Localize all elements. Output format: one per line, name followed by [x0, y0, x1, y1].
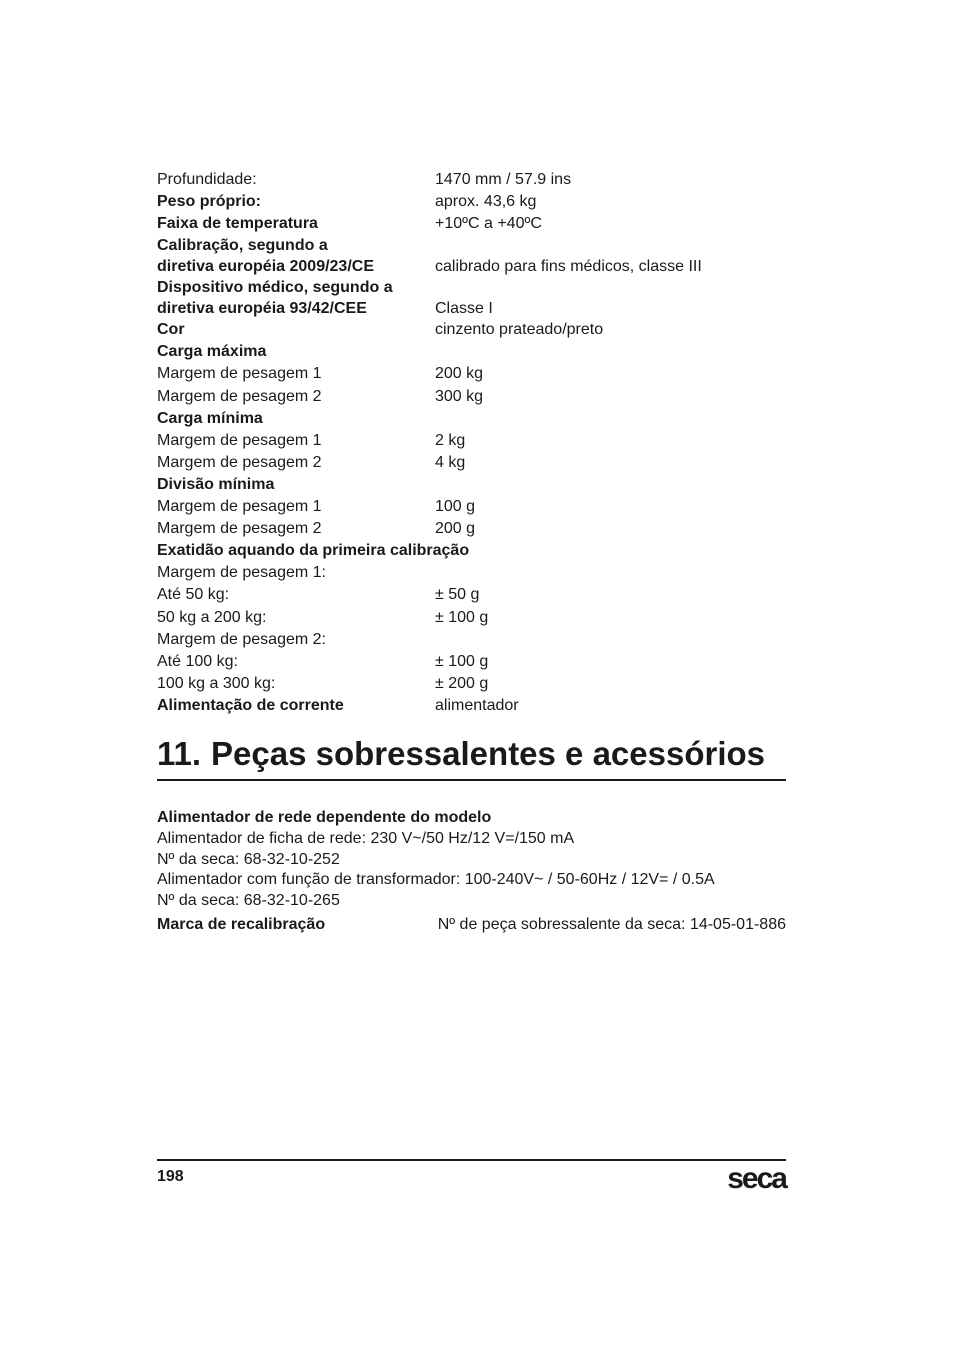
spec-label-line: Dispositivo médico, segundo a	[157, 279, 393, 297]
spec-label: Margem de pesagem 1	[157, 431, 322, 449]
spec-label	[157, 277, 393, 319]
spec-label: Peso próprio:	[157, 193, 262, 211]
spec-row	[157, 584, 797, 606]
spec-label: Margem de pesagem 1	[157, 498, 322, 516]
spec-label: Margem de pesagem 1	[157, 365, 322, 383]
spec-row	[157, 386, 797, 408]
spec-row	[157, 651, 797, 673]
spec-label: Faixa de temperatura	[157, 215, 318, 233]
spec-row	[157, 169, 797, 191]
spec-row	[157, 607, 797, 629]
spec-label: Até 100 kg:	[157, 652, 238, 670]
parts-line: Nº da seca: 68-32-10-265	[157, 892, 340, 910]
spec-row	[157, 673, 797, 695]
spec-label: Margem de pesagem 2	[157, 387, 322, 405]
spec-label: Margem de pesagem 2	[157, 453, 322, 471]
spec-value: ± 50 g	[435, 586, 480, 604]
spec-row	[157, 213, 797, 235]
spec-value: aprox. 43,6 kg	[435, 193, 537, 211]
spec-label	[157, 235, 374, 277]
spec-value: +10ºC a +40ºC	[435, 215, 542, 233]
section-number: 11.	[157, 735, 202, 772]
spec-value: 4 kg	[435, 453, 466, 471]
spec-value: 200 g	[435, 520, 476, 538]
spec-label: Margem de pesagem 2:	[157, 630, 326, 648]
spec-label-line: diretiva européia 93/42/CEE	[157, 300, 367, 318]
spec-row	[157, 277, 797, 319]
section-title-text: Peças sobressalentes e acessórios	[211, 735, 766, 772]
spec-value: Classe I	[435, 300, 493, 318]
spec-row	[157, 341, 797, 363]
spec-label: Margem de pesagem 1:	[157, 564, 326, 582]
spec-label: Margem de pesagem 2	[157, 520, 322, 538]
spec-label: Profundidade:	[157, 171, 257, 188]
spec-value: ± 100 g	[435, 608, 489, 626]
spec-label: Divisão mínima	[157, 475, 275, 493]
parts-heading: Alimentador de rede dependente do modelo	[157, 809, 492, 826]
spec-label-line: Calibração, segundo a	[157, 237, 328, 255]
spec-row	[157, 319, 797, 341]
spec-row	[157, 430, 797, 452]
spec-row	[157, 695, 797, 717]
spec-value: ± 200 g	[435, 674, 489, 692]
spec-label: Exatidão aquando da primeira calibração	[157, 542, 470, 560]
spec-value: 1470 mm / 57.9 ins	[435, 171, 572, 188]
spec-value: alimentador	[435, 696, 519, 714]
spec-value: ± 100 g	[435, 652, 489, 670]
spec-row	[157, 629, 797, 651]
spec-row	[157, 474, 797, 496]
spec-label: 100 kg a 300 kg:	[157, 674, 276, 692]
spec-row	[157, 363, 797, 385]
spec-value: 200 kg	[435, 365, 484, 383]
technical-specs-table	[157, 169, 797, 717]
page-number: 198	[157, 1168, 184, 1185]
spare-parts-section	[157, 808, 786, 937]
recalibration-value: Nº de peça sobressalente da seca: 14-05-01-886	[437, 915, 786, 933]
recalibration-label: Marca de recalibração	[157, 915, 326, 933]
spec-label: Carga máxima	[157, 343, 267, 361]
spec-row	[157, 540, 797, 562]
spec-value: 2 kg	[435, 431, 466, 449]
parts-line: Alimentador de ficha de rede: 230 V~/50 Hz/12 V=/150 mA	[157, 829, 575, 847]
spec-label: Cor	[157, 321, 185, 339]
parts-line: Alimentador com função de transformador: 100-240V~ / 50-60Hz / 12V= / 0.5A	[157, 871, 715, 889]
seca-logo: seca	[727, 1162, 786, 1195]
spec-value: 300 kg	[435, 387, 484, 405]
spec-value: 100 g	[435, 498, 476, 516]
section-title	[157, 733, 786, 775]
spec-row	[157, 235, 797, 277]
parts-line: Nº da seca: 68-32-10-252	[157, 850, 340, 868]
spec-value: cinzento prateado/preto	[435, 321, 604, 339]
spec-label: Alimentação de corrente	[157, 696, 344, 714]
title-divider	[157, 779, 786, 781]
spec-label: 50 kg a 200 kg:	[157, 608, 267, 626]
spec-row	[157, 518, 797, 540]
spec-row	[157, 452, 797, 474]
spec-row	[157, 562, 797, 584]
spec-row	[157, 496, 797, 518]
spec-label-line: diretiva européia 2009/23/CE	[157, 258, 374, 276]
spec-label: Até 50 kg:	[157, 586, 230, 604]
spec-value: calibrado para fins médicos, classe III	[435, 258, 702, 276]
footer-divider	[157, 1159, 786, 1161]
spec-row	[157, 191, 797, 213]
recalibration-row	[157, 913, 786, 937]
spec-row	[157, 408, 797, 430]
spec-label: Carga mínima	[157, 409, 263, 427]
